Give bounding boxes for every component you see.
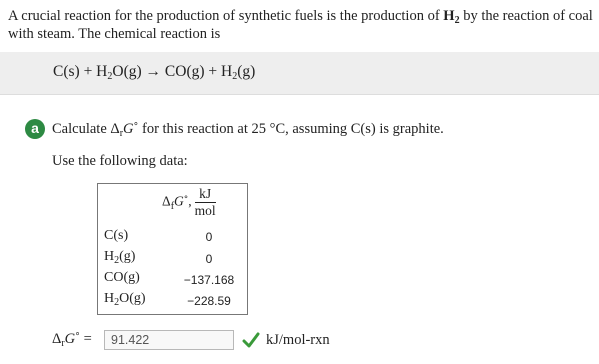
species-subscript: 2 (114, 297, 120, 308)
answer-degree: ˚ (75, 331, 80, 347)
question-g: G (123, 121, 134, 137)
answer-g: G (64, 331, 76, 347)
answer-equals: = (80, 331, 92, 347)
part-a-question (52, 121, 444, 138)
reaction-sub-2: 2 (232, 71, 238, 82)
use-data-label: Use the following data: (52, 153, 188, 169)
table-row-species (104, 249, 135, 265)
header-unit-fraction (195, 186, 216, 219)
reaction-band (0, 52, 599, 95)
question-rest: for this reaction at 25 °C, assuming C(s) is graphite. (138, 121, 444, 137)
species-name: CO(g) (104, 270, 140, 285)
reaction-part-3: (g) (237, 63, 256, 80)
table-row-species (104, 270, 140, 286)
intro-text-after: by the reaction of coal with steam. The chemical reaction is (8, 8, 593, 42)
reaction-equation (53, 63, 255, 81)
part-a-badge: a (25, 119, 45, 139)
header-f-subscript: f (170, 200, 175, 212)
reaction-part-2: O(g) → CO(g) + H (112, 63, 233, 80)
species-rest: (g) (119, 249, 136, 264)
header-unit-numerator: kJ (195, 186, 216, 203)
data-table (97, 183, 248, 315)
species-name: C(s) (104, 228, 129, 243)
answer-label (52, 331, 92, 348)
check-icon (242, 332, 260, 348)
header-delta: Δ (162, 193, 171, 209)
reaction-sub-1: 2 (107, 71, 113, 82)
answer-input[interactable]: 91.422 (104, 330, 234, 350)
species-name: H (104, 291, 115, 306)
answer-r-subscript: r (61, 338, 65, 349)
question-delta: Calculate Δ (52, 121, 120, 137)
answer-delta: Δ (52, 331, 62, 347)
species-name: H (104, 249, 115, 264)
header-degree: ˚ (183, 193, 189, 209)
answer-unit: kJ/mol-rxn (266, 332, 330, 348)
table-row-value: −137.168 (183, 273, 235, 287)
question-degree: ˚ (133, 121, 139, 137)
intro-h2: H (443, 8, 455, 24)
species-subscript: 2 (114, 255, 120, 266)
question-r-subscript: r (119, 128, 124, 139)
table-row-species (104, 291, 146, 307)
table-row-species (104, 228, 128, 244)
table-row-value: 0 (205, 230, 213, 244)
species-rest: O(g) (119, 291, 146, 306)
intro-h2-subscript: 2 (454, 15, 460, 26)
table-row-value: −228.59 (187, 294, 231, 308)
intro-text-before: A crucial reaction for the production of synthetic fuels is the production of (8, 8, 440, 24)
header-comma: , (188, 193, 192, 209)
table-column-header (162, 186, 216, 219)
reaction-part-1: C(s) + H (53, 63, 108, 80)
header-unit-denominator: mol (194, 203, 216, 218)
header-g: G (174, 193, 184, 209)
table-row-value: 0 (205, 252, 213, 266)
problem-intro (8, 8, 596, 43)
